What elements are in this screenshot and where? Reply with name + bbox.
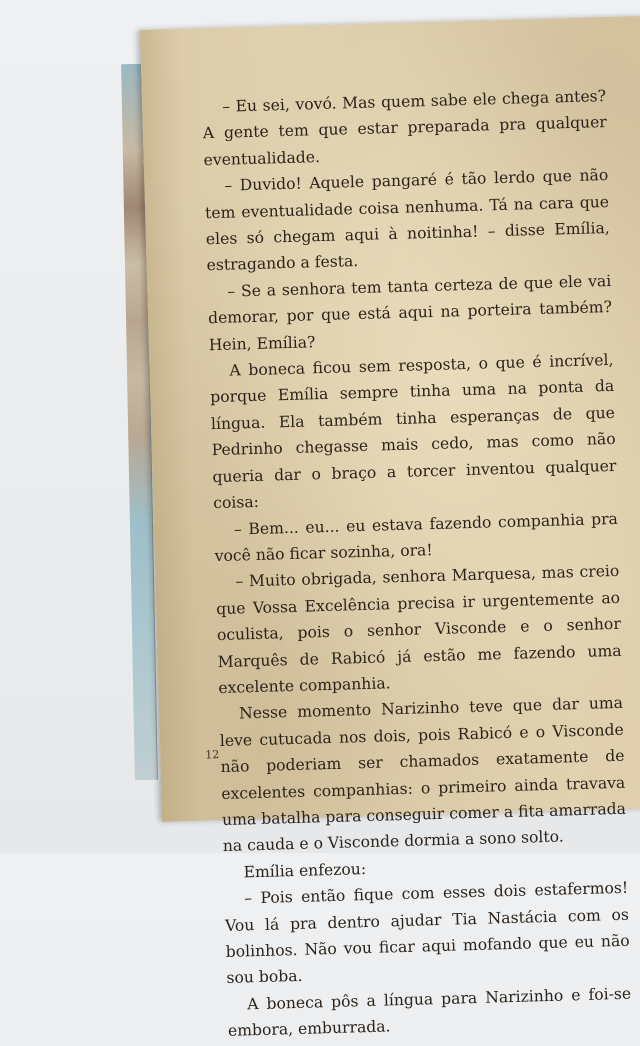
paragraph: Emília enfezou: (243, 859, 367, 882)
book-page (140, 16, 640, 1041)
paragraph: – Se a senhora tem tanta certeza de que ele vai demorar, por que está aqui na porteira também? Hein, Emília? (207, 271, 613, 354)
paragraph: – Eu sei, vovó. Mas quem sabe ele chega antes? A gente tem que estar preparada pra qualquer eventualidade. (202, 87, 608, 170)
paragraph: A boneca ficou sem resposta, o que é incrível, porque Emília sempre tinha uma na ponta da língua. Ela também tinha esperanças de que Pedrinho chegasse mais cedo, mas como não queria dar o braço a torcer inventou qualquer coisa: (210, 350, 617, 513)
paragraph: – Muito obrigada, senhora Marquesa, mas creio que Vossa Excelência precisa ir urgentemente ao oculista, pois o senhor Visconde e o senhor Marquês de Rabicó já estão me fazendo uma excelente companhia. (215, 562, 622, 698)
paragraph: – Pois então fique com esses dois estafermos! Vou lá pra dentro ajudar Tia Nastácia com os bolinhos. Não vou ficar aqui mofando que eu não sou boba. (224, 878, 630, 988)
paragraph: – Duvido! Aquele pangaré é tão lerdo que não tem eventualidade coisa nenhuma. Tá na cara que eles só chegam aqui à noitinha! – disse Emília, estragando a festa. (204, 166, 610, 275)
paragraph: Nesse momento Narizinho teve que dar uma leve cutucada nos dois, pois Rabicó e o Visconde não poderiam ser chamados exatamente de excelentes companhias: o primeiro ainda travava uma batalha para conseguir comer a fita amarrada na cauda e o Visconde dormia a sono solto. (219, 694, 627, 856)
paragraph: A boneca pôs a língua para Narizinho e foi-se embora, emburrada. (227, 984, 632, 1041)
paragraph: – Bem... eu... eu estava fazendo companhia pra você não ficar sozinha, ora! (214, 509, 619, 566)
page-text (202, 83, 632, 1045)
page-number: 12 (205, 748, 220, 762)
